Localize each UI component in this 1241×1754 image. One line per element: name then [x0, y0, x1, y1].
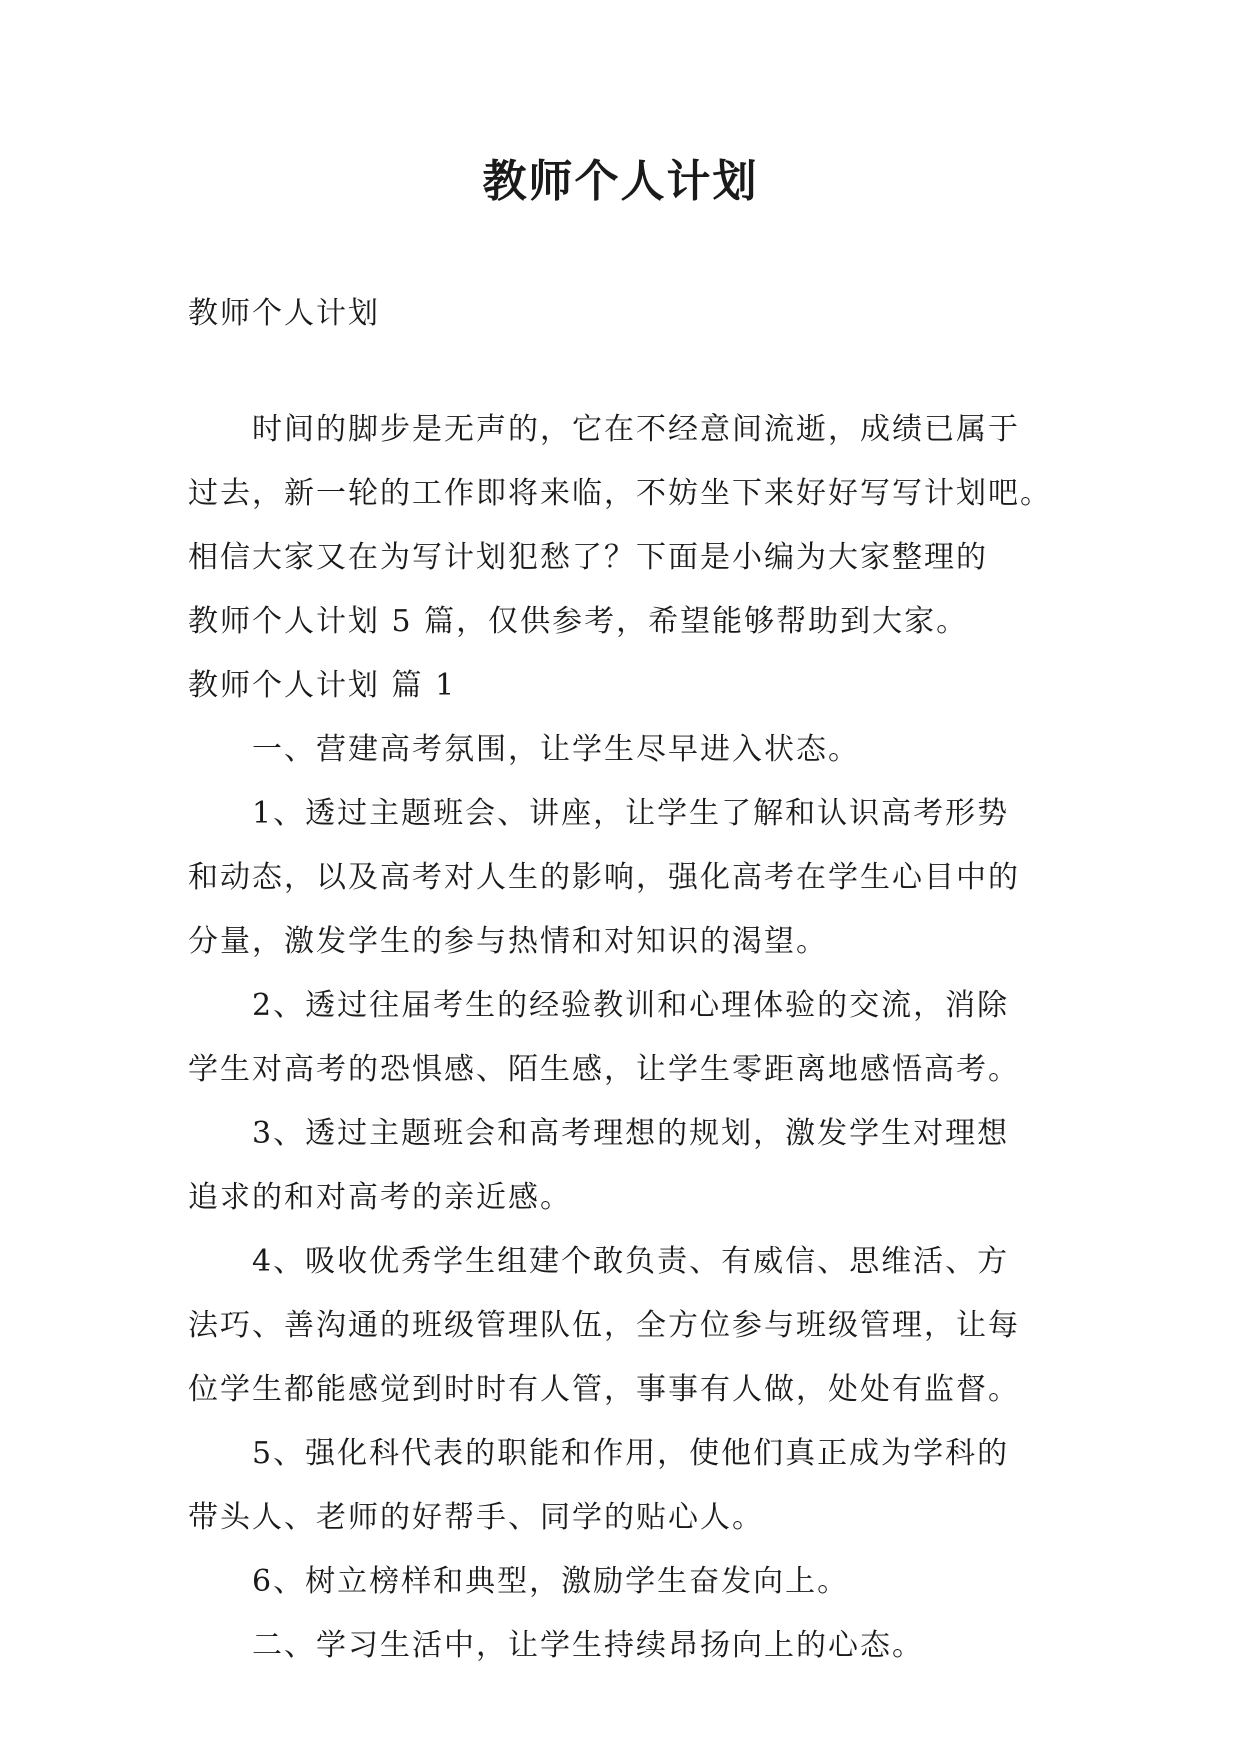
paragraph-line: 法巧、善沟通的班级管理队伍，全方位参与班级管理，让每	[188, 1308, 1020, 1343]
paragraph-line: 二、学习生活中，让学生持续昂扬向上的心态。	[252, 1628, 924, 1663]
paragraph-line: 4、吸收优秀学生组建个敢负责、有威信、思维活、方	[252, 1244, 1010, 1279]
document-subtitle: 教师个人计划	[188, 296, 380, 331]
paragraph-line: 2、透过往届考生的经验教训和心理体验的交流，消除	[252, 988, 1010, 1023]
paragraph-line: 过去，新一轮的工作即将来临，不妨坐下来好好写写计划吧。	[188, 476, 1052, 511]
paragraph-line: 分量，激发学生的参与热情和对知识的渴望。	[188, 924, 828, 959]
paragraph-line: 相信大家又在为写计划犯愁了？下面是小编为大家整理的	[188, 540, 988, 575]
paragraph-line: 教师个人计划 5 篇，仅供参考，希望能够帮助到大家。	[188, 604, 969, 639]
paragraph-line: 6、树立榜样和典型，激励学生奋发向上。	[252, 1564, 850, 1599]
paragraph-line: 时间的脚步是无声的，它在不经意间流逝，成绩已属于	[252, 412, 1020, 447]
paragraph-line: 3、透过主题班会和高考理想的规划，激发学生对理想	[252, 1116, 1010, 1151]
paragraph-line: 5、强化科代表的职能和作用，使他们真正成为学科的	[252, 1436, 1010, 1471]
paragraph-line: 一、营建高考氛围，让学生尽早进入状态。	[252, 732, 860, 767]
paragraph-line: 和动态，以及高考对人生的影响，强化高考在学生心目中的	[188, 860, 1020, 895]
paragraph-line: 追求的和对高考的亲近感。	[188, 1180, 572, 1215]
paragraph-line: 位学生都能感觉到时时有人管，事事有人做，处处有监督。	[188, 1372, 1020, 1407]
paragraph-line: 学生对高考的恐惧感、陌生感，让学生零距离地感悟高考。	[188, 1052, 1020, 1087]
section-heading: 教师个人计划 篇 1	[188, 668, 457, 703]
paragraph-line: 带头人、老师的好帮手、同学的贴心人。	[188, 1500, 764, 1535]
paragraph-line: 1、透过主题班会、讲座，让学生了解和认识高考形势	[252, 796, 1010, 831]
document-body	[188, 282, 1088, 1678]
document-title: 教师个人计划	[482, 156, 759, 207]
